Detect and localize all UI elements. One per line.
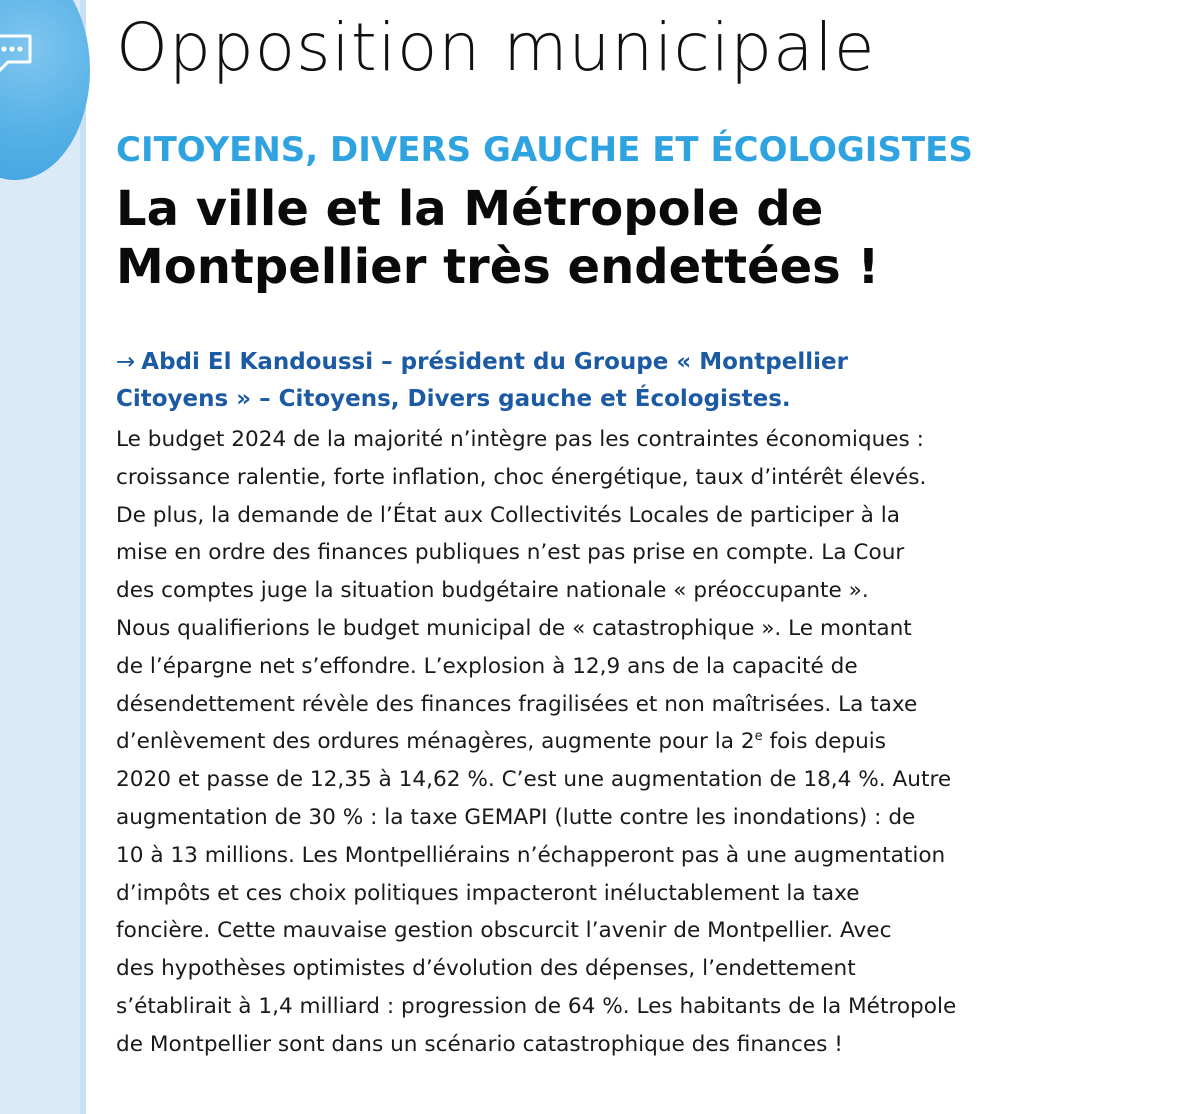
body-line-9-end: fois depuis bbox=[762, 729, 887, 755]
body-line: d’impôts et ces choix politiques impacteront inéluctablement la taxe bbox=[116, 880, 860, 906]
arrow-right-icon: → bbox=[116, 349, 136, 375]
body-line: de Montpellier sont dans un scénario catastrophique des finances ! bbox=[116, 1031, 843, 1057]
superscript-e: e bbox=[754, 729, 763, 745]
byline bbox=[116, 344, 1116, 418]
body-line: des comptes juge la situation budgétaire nationale « préoccupante ». bbox=[116, 578, 869, 604]
body-line: 2020 et passe de 12,35 à 14,62 %. C’est une augmentation de 18,4 %. Autre bbox=[116, 767, 952, 793]
body-line: des hypothèses optimistes d’évolution des dépenses, l’endettement bbox=[116, 956, 856, 982]
headline-line-1: La ville et la Métropole de bbox=[116, 181, 824, 237]
body-line: s’établirait à 1,4 milliard : progression de 64 %. Les habitants de la Métropole bbox=[116, 993, 957, 1019]
body-line: augmentation de 30 % : la taxe GEMAPI (lutte contre les inondations) : de bbox=[116, 804, 916, 830]
left-margin-rule bbox=[80, 0, 86, 1114]
body-line: 10 à 13 millions. Les Montpelliérains n’échapperont pas à une augmentation bbox=[116, 842, 946, 868]
headline-line-2: Montpellier très endettées ! bbox=[116, 239, 880, 295]
body-line: foncière. Cette mauvaise gestion obscurcit l’avenir de Montpellier. Avec bbox=[116, 918, 892, 944]
body-line bbox=[116, 723, 1176, 761]
byline-line-2: Citoyens » – Citoyens, Divers gauche et Écologistes. bbox=[116, 386, 791, 412]
body-line: Nous qualifierions le budget municipal de « catastrophique ». Le montant bbox=[116, 615, 912, 641]
body-line: croissance ralentie, forte inflation, choc énergétique, taux d’intérêt élevés. bbox=[116, 464, 927, 490]
body-line: désendettement révèle des finances fragilisées et non maîtrisées. La taxe bbox=[116, 691, 918, 717]
body-line: mise en ordre des finances publiques n’est pas prise en compte. La Cour bbox=[116, 540, 905, 566]
speech-bubble-icon bbox=[0, 32, 34, 78]
headline bbox=[116, 180, 1116, 296]
body-line: De plus, la demande de l’État aux Collectivités Locales de participer à la bbox=[116, 502, 900, 528]
group-name: CITOYENS, DIVERS GAUCHE ET ÉCOLOGISTES bbox=[116, 130, 973, 170]
article-body bbox=[116, 421, 1176, 1064]
body-line-9-start: d’enlèvement des ordures ménagères, augmente pour la 2 bbox=[116, 729, 755, 755]
section-title: Opposition municipale bbox=[116, 9, 876, 86]
body-line: Le budget 2024 de la majorité n’intègre pas les contraintes économiques : bbox=[116, 427, 924, 452]
byline-line-1 bbox=[116, 344, 1116, 381]
byline-text-1: Abdi El Kandoussi – président du Groupe « Montpellier bbox=[141, 349, 848, 375]
body-line: de l’épargne net s’effondre. L’explosion à 12,9 ans de la capacité de bbox=[116, 653, 858, 679]
